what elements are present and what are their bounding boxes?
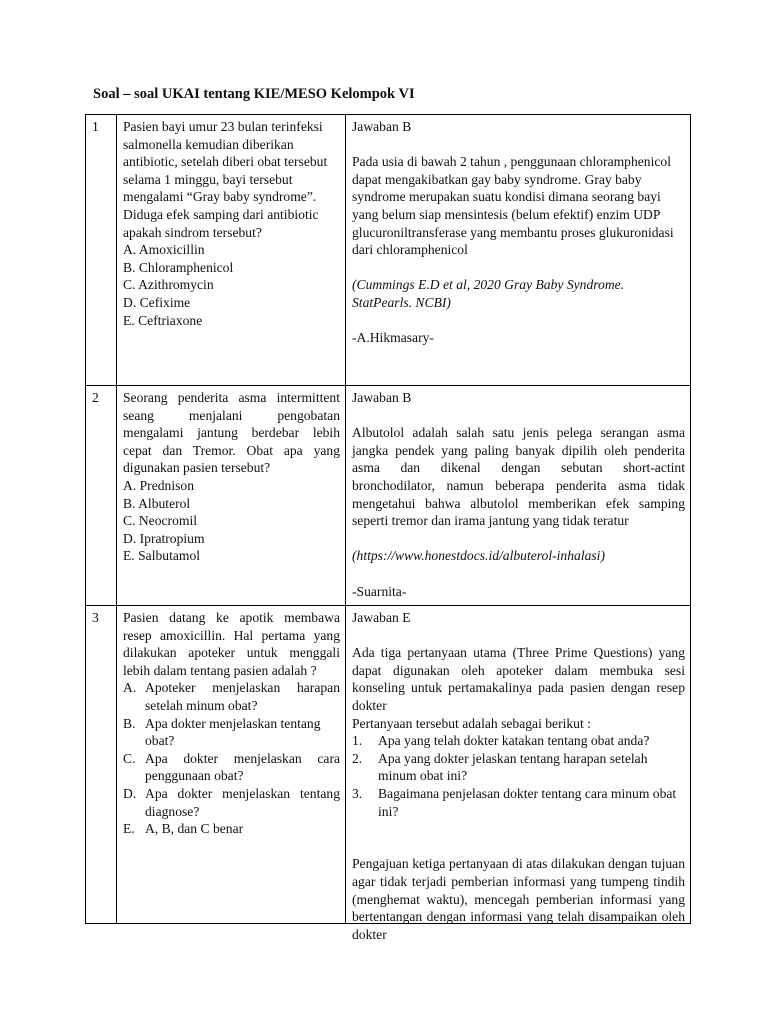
option-e: E. Salbutamol bbox=[123, 548, 201, 564]
question-number: 1 bbox=[86, 115, 117, 386]
table-row bbox=[86, 115, 691, 386]
option-b: B. Chloramphenicol bbox=[123, 259, 234, 275]
table-row bbox=[86, 606, 691, 924]
option-e: E. Ceftriaxone bbox=[123, 312, 203, 328]
document-title: Soal – soal UKAI tentang KIE/MESO Kelompok VI bbox=[93, 86, 415, 102]
option-a: A. Amoxicillin bbox=[123, 242, 205, 258]
question-number: 3 bbox=[86, 606, 117, 924]
question-cell bbox=[117, 606, 346, 924]
question-text: Pasien datang ke apotik membawa resep amoxicillin. Hal pertama yang dilakukan apoteker untuk menggali lebih dalam tentang pasien adalah ? bbox=[123, 610, 340, 678]
answer-citation: (https://www.honestdocs.id/albuterol-inhalasi) bbox=[352, 548, 605, 564]
option-a: A. Prednison bbox=[123, 477, 194, 493]
prime-question-2: 2. Apa yang dokter jelaskan tentang harapan setelah minum obat ini? bbox=[352, 750, 648, 784]
option-b: B. Albuterol bbox=[123, 495, 191, 511]
prime-question-3: 3. Bagaimana penjelasan dokter tentang cara minum obat ini? bbox=[352, 785, 677, 819]
answer-label: Jawaban B bbox=[352, 119, 412, 134]
option-d: D. Cefixime bbox=[123, 294, 191, 310]
list-intro: Pertanyaan tersebut adalah sebagai berikut : bbox=[352, 715, 591, 731]
option-d: D. Ipratropium bbox=[123, 530, 205, 546]
answer-explanation: Ada tiga pertanyaan utama (Three Prime Questions) yang dapat digunakan oleh apoteker dalam membuka sesi konseling untuk pertamakalinya pada pasien dengan resep dokter bbox=[352, 645, 685, 713]
option-c: C. Neocromil bbox=[123, 513, 197, 529]
answer-cell bbox=[346, 115, 691, 386]
answer-label: Jawaban E bbox=[352, 610, 411, 625]
answer-citation: (Cummings E.D et al, 2020 Gray Baby Syndrome. StatPearls. NCBI) bbox=[352, 277, 625, 310]
answer-explanation: Albutolol adalah salah satu jenis pelega serangan asma jangka pendek yang paling banyak dipilih oleh penderita asma dan dikenal dengan sebutan short-actint bronchodilator, namun beberapa penderita asma tidak mengetahui bahwa albutolol memberikan efek samping seperti tremor dan irama jantung yang tidak teratur bbox=[352, 425, 685, 529]
question-text: Pasien bayi umur 23 bulan terinfeksi salmonella kemudian diberikan antibiotic, setelah diberi obat tersebut selama 1 minggu, bayi tersebut mengalami “Gray baby syndrome”. Diduga efek samping dari antibiotic apakah sindrom tersebut? bbox=[123, 119, 328, 240]
table-row bbox=[86, 386, 691, 606]
closing-paragraph: Pengajuan ketiga pertanyaan di atas dilakukan dengan tujuan agar tidak terjadi pemberian informasi yang tumpeng tindih (menghemat waktu), mencegah pemberian informasi yang bertentangan dengan informasi yang telah disampaikan oleh dokter bbox=[352, 856, 685, 942]
option-e: E. A, B, dan C benar bbox=[123, 821, 244, 837]
question-cell bbox=[117, 386, 346, 606]
answer-author: -A.Hikmasary- bbox=[352, 330, 434, 346]
prime-question-1: 1. Apa yang telah dokter katakan tentang obat anda? bbox=[352, 733, 650, 749]
question-table bbox=[85, 114, 691, 942]
option-a: A. Apoteker menjelaskan harapan setelah minum obat? bbox=[123, 680, 340, 713]
answer-explanation: Pada usia di bawah 2 tahun , penggunaan chloramphenicol dapat mengakibatkan gay baby syndrome. Gray baby syndrome merupakan suatu kondisi dimana seorang bayi yang belum siap mensintesis (belum efektif) enzim UDP glucuroniltransferase yang membantu proses glukuronidasi dari chloramphenicol bbox=[352, 154, 674, 258]
question-number: 2 bbox=[86, 386, 117, 606]
option-b: B. Apa dokter menjelaskan tentang obat? bbox=[123, 715, 321, 749]
question-text: Seorang penderita asma intermittent seang menjalani pengobatan mengalami jantung berdebar lebih cepat dan Tremor. Obat apa yang digunakan pasien tersebut? bbox=[123, 390, 340, 476]
option-d: D. Apa dokter menjelaskan tentang diagnose? bbox=[123, 785, 340, 819]
answer-label: Jawaban B bbox=[352, 390, 412, 405]
question-cell bbox=[117, 115, 346, 386]
option-c: C. Apa dokter menjelaskan cara penggunaan obat? bbox=[123, 750, 340, 784]
answer-cell bbox=[346, 606, 691, 942]
option-c: C. Azithromycin bbox=[123, 277, 214, 293]
answer-cell bbox=[346, 386, 691, 606]
answer-author: -Suarnita- bbox=[352, 583, 407, 599]
